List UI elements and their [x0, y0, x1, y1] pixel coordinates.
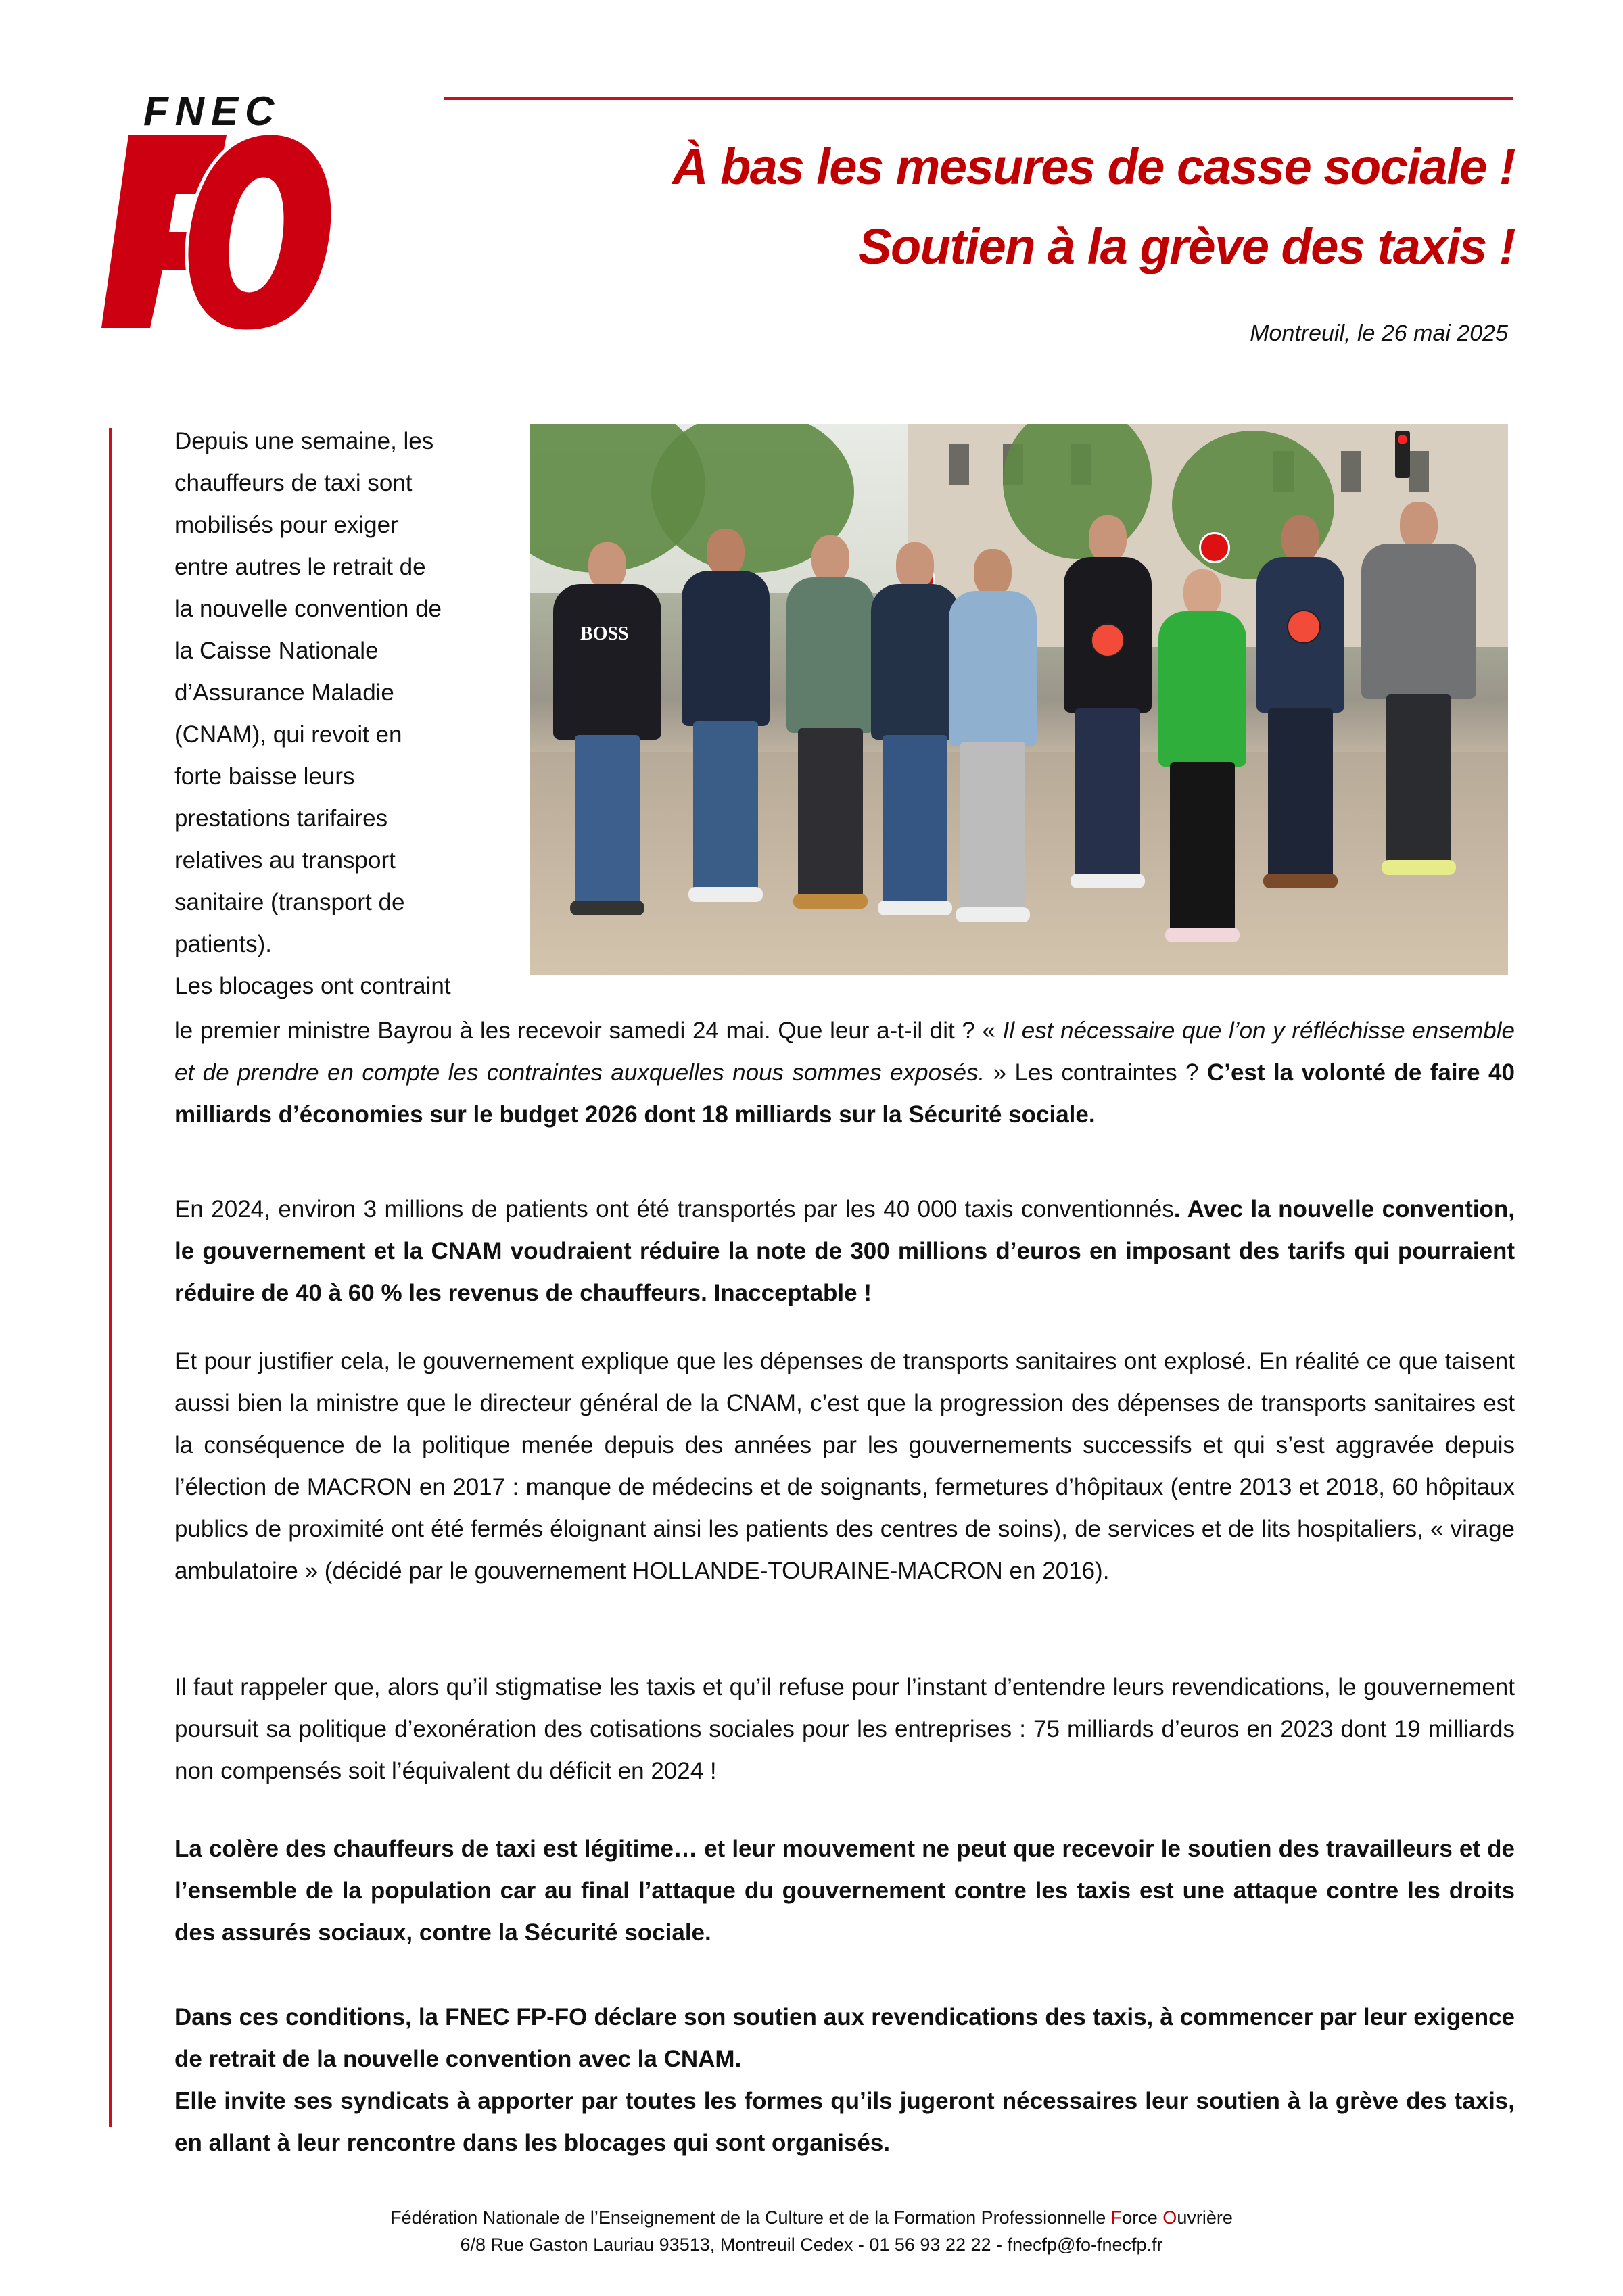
photo-traffic-light: [1395, 431, 1410, 478]
p2-bold-text: . Avec la nouvelle convention, le gouvernement et la CNAM voudraient réduire la note de 300 millions d’euros en imposant des tarifs qui pourraient réduire de 40 à 60 % les revenus de chauffeurs. Inacceptable !: [174, 1196, 1515, 1306]
photo-person: [1152, 569, 1253, 948]
fnec-fp-fo-logo: [101, 91, 338, 335]
photo-person: [672, 529, 780, 948]
photo-strike-badge: [1091, 623, 1125, 657]
photo-shirt-text: BOSS: [580, 623, 629, 644]
date-line: Montreuil, le 26 mai 2025: [1250, 320, 1508, 346]
paragraph-6: [174, 1996, 1515, 2164]
paragraph-5: La colère des chauffeurs de taxi est légitime… et leur mouvement ne peut que recevoir le soutien des travailleurs et de l’ensemble de la population car au final l’attaque du gouvernement contre les taxis est une attaque contre les droits des assurés sociaux, contre la Sécurité sociale.: [174, 1836, 1515, 1946]
paragraph-4: Il faut rappeler que, alors qu’il stigmatise les taxis et qu’il refuse pour l’instant d’entendre leurs revendications, le gouvernement poursuit sa politique d’exonération des cotisations sociales pour les entreprises : 75 milliards d’euros en 2023 dont 19 milliards non compensés soit l’équivalent du déficit en 2024 !: [174, 1674, 1515, 1784]
intro-line: prestations tarifaires: [174, 805, 388, 832]
footer: [0, 2204, 1623, 2258]
photo-window: [1341, 451, 1361, 492]
intro-column: [174, 421, 513, 1007]
photo-person: [543, 542, 672, 948]
paragraph-3: Et pour justifier cela, le gouvernement explique que les dépenses de transports sanitaires ont explosé. En réalité ce que taisent aussi bien la ministre que le directeur général de la CNAM, c’est que la progression des dépenses de transports sanitaires est la conséquence de la politique menée depuis des années par les gouvernements successifs et qui s’est aggravée depuis l’élection de MACRON en 2017 : manque de médecins et de soignants, fermetures d’hôpitaux (entre 2013 et 2018, 60 hôpitaux publics de proximité ont été fermés éloignant ainsi les patients des centres de soins), de services et de lits hospitaliers, « virage ambulatoire » (décidé par le gouvernement HOLLANDE-TOURAINE-MACRON en 2016).: [174, 1348, 1515, 1584]
footer-f-letter: F: [1110, 2207, 1123, 2228]
intro-line: patients).: [174, 931, 272, 957]
intro-line: Depuis une semaine, les: [174, 428, 434, 454]
photo-no-entry-sign: [1199, 532, 1230, 563]
logo-fnec-text: FNEC: [143, 89, 281, 134]
title-line-1: À bas les mesures de casse sociale !: [672, 139, 1515, 195]
photo-strike-badge: [1287, 610, 1321, 644]
p1-bold-text: C’est la volonté de faire 40 milliards d’économies sur le budget 2026 dont 18 milliards sur la Sécurité sociale.: [174, 1059, 1515, 1128]
header-rule: [444, 97, 1513, 100]
photo-window: [1409, 451, 1429, 492]
footer-organization: [0, 2204, 1623, 2231]
footer-contact: [0, 2231, 1623, 2258]
intro-line: sanitaire (transport de: [174, 889, 405, 915]
intro-line: la Caisse Nationale: [174, 638, 379, 664]
footer-email-link[interactable]: fnecfp@fo-fnecfp.fr: [1007, 2234, 1163, 2255]
footer-o-letter: O: [1162, 2207, 1177, 2228]
footer-orce: orce: [1122, 2207, 1163, 2228]
footer-uvriere: uvrière: [1177, 2207, 1233, 2228]
side-rule: [109, 428, 112, 2127]
p6-invitation: Elle invite ses syndicats à apporter par toutes les formes qu’ils jugeront nécessaires leur soutien à la grève des taxis, en allant à leur rencontre dans les blocages qui sont organisés.: [174, 2088, 1515, 2156]
intro-line: (CNAM), qui revoit en: [174, 721, 402, 748]
p1-quote: Il est nécessaire que l’on y réfléchisse ensemble et de prendre en compte les contraintes auxquelles nous sommes exposés.: [174, 1018, 1515, 1086]
photo-person: [1355, 502, 1483, 948]
photo-window: [949, 444, 969, 485]
intro-line: d’Assurance Maladie: [174, 679, 394, 706]
p1-plain-text-2: » Les contraintes ?: [985, 1059, 1207, 1086]
intro-line: forte baisse leurs: [174, 763, 355, 790]
p6-declaration: Dans ces conditions, la FNEC FP-FO déclare son soutien aux revendications des taxis, à commencer par leur exigence de retrait de la nouvelle convention avec la CNAM.: [174, 2004, 1515, 2072]
photo-person: [942, 549, 1043, 948]
intro-line: chauffeurs de taxi sont: [174, 470, 413, 496]
intro-line: Les blocages ont contraint: [174, 973, 451, 999]
intro-line: la nouvelle convention de: [174, 596, 442, 622]
intro-line: relatives au transport: [174, 847, 396, 874]
logo-fo-mark: [101, 132, 338, 335]
paragraph-2: [174, 1189, 1515, 1314]
title-line-2: Soutien à la grève des taxis !: [858, 218, 1515, 274]
photo-person: [1050, 515, 1165, 948]
footer-org-name: Fédération Nationale de l’Enseignement de la Culture et de la Formation Professionnelle: [390, 2207, 1111, 2228]
p1-plain-text: le premier ministre Bayrou à les recevoir samedi 24 mai. Que leur a-t-il dit ? «: [174, 1018, 1003, 1044]
taxi-strike-group-photo: [530, 424, 1508, 975]
intro-line: mobilisés pour exiger: [174, 512, 398, 538]
footer-address: 6/8 Rue Gaston Lauriau 93513, Montreuil Cedex - 01 56 93 22 22 -: [460, 2234, 1008, 2255]
paragraph-1-continued: [174, 1010, 1515, 1136]
page-title: [672, 127, 1515, 287]
intro-line: entre autres le retrait de: [174, 554, 426, 580]
photo-person: [1246, 515, 1355, 948]
photo-person: [780, 535, 881, 948]
p2-plain-text: En 2024, environ 3 millions de patients ont été transportés par les 40 000 taxis conventionnés: [174, 1196, 1174, 1222]
